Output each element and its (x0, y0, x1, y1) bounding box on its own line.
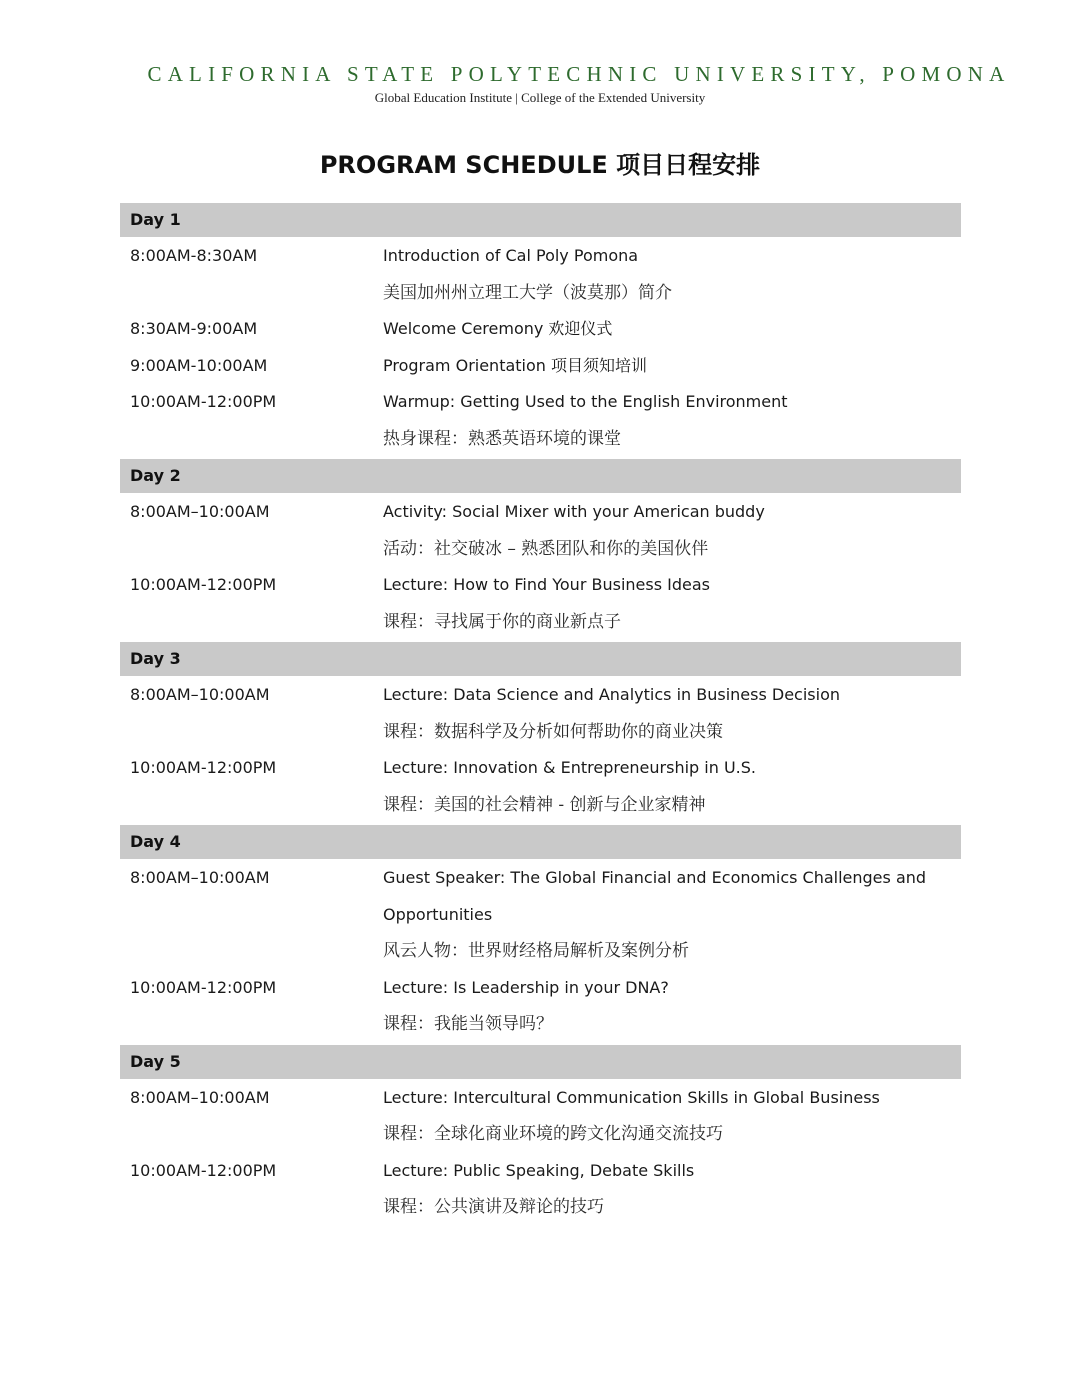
session-time: 8:00AM–10:00AM (130, 868, 270, 887)
day-sessions (120, 859, 961, 1045)
session-title: Lecture: Intercultural Communication Skills in Global Business (383, 1087, 880, 1107)
session-title: Lecture: Innovation & Entrepreneurship in U.S. (383, 758, 756, 777)
session-time: 10:00AM-12:00PM (130, 1160, 277, 1180)
session-time: 8:00AM–10:00AM (130, 502, 270, 521)
session-row (120, 677, 961, 750)
session-row (120, 860, 961, 970)
session-row (120, 348, 961, 385)
session-title-chinese: 课程：寻找属于你的商业新点子 (383, 611, 621, 632)
session-row (120, 1153, 961, 1226)
day-header: Day 2 (120, 459, 961, 493)
day-sessions (120, 676, 961, 825)
page-title: PROGRAM SCHEDULE 项目日程安排 (319, 151, 761, 179)
session-title: Lecture: Public Speaking, Debate Skills (383, 1160, 695, 1180)
day-header: Day 1 (120, 203, 961, 237)
session-description (383, 238, 961, 311)
letterhead (0, 62, 1080, 106)
day-header: Day 5 (120, 1045, 961, 1079)
session-title: Lecture: How to Find Your Business Ideas (383, 575, 710, 594)
session-time: 10:00AM-12:00PM (130, 977, 277, 997)
institute-subtitle: Global Education Institute | College of the Extended University (374, 90, 706, 105)
session-row (120, 1080, 961, 1153)
session-title-chinese: 课程：美国的社会精神 - 创新与企业家精神 (383, 794, 706, 815)
session-description (383, 750, 961, 823)
session-title: Warmup: Getting Used to the English Environment (383, 392, 788, 411)
session-title-chinese: 风云人物：世界财经格局解析及案例分析 (383, 941, 689, 961)
day-sessions (120, 237, 961, 459)
session-description (383, 677, 961, 750)
session-time: 10:00AM-12:00PM (130, 575, 277, 594)
session-title: Welcome Ceremony 欢迎仪式 (383, 319, 613, 338)
day-header: Day 4 (120, 825, 961, 859)
session-title: Introduction of Cal Poly Pomona (383, 246, 639, 265)
session-row (120, 567, 961, 640)
session-description (383, 860, 961, 970)
session-title: Guest Speaker: The Global Financial and Economics Challenges and (383, 868, 927, 887)
session-row (120, 750, 961, 823)
session-time: 10:00AM-12:00PM (130, 758, 277, 777)
university-name: CALIFORNIA STATE POLYTECHNIC UNIVERSITY, POMONA (147, 62, 1011, 86)
session-title-chinese: 课程：我能当领导吗？ (383, 1014, 553, 1034)
day-sessions (120, 493, 961, 642)
schedule-table (120, 203, 961, 1228)
session-row (120, 384, 961, 457)
session-title-chinese: 课程：公共演讲及辩论的技巧 (383, 1197, 604, 1217)
session-title: Program Orientation 项目须知培训 (383, 355, 648, 375)
session-description (383, 384, 961, 457)
session-title: Activity: Social Mixer with your American buddy (383, 502, 765, 521)
session-title-chinese: 活动：社交破冰 – 熟悉团队和你的美国伙伴 (383, 538, 709, 559)
session-title-chinese: 热身课程：熟悉英语环境的课堂 (383, 428, 621, 449)
session-description (383, 494, 961, 567)
session-time: 9:00AM-10:00AM (130, 355, 268, 375)
session-time: 10:00AM-12:00PM (130, 392, 277, 411)
session-time: 8:00AM–10:00AM (130, 1087, 270, 1107)
session-description (383, 970, 961, 1043)
session-row (120, 970, 961, 1043)
session-time: 8:00AM–10:00AM (130, 685, 270, 704)
session-description (383, 1080, 961, 1153)
session-description (383, 567, 961, 640)
session-title-chinese: 美国加州州立理工大学（波莫那）简介 (383, 282, 672, 303)
session-time: 8:30AM-9:00AM (130, 319, 258, 338)
session-title-chinese: 课程：全球化商业环境的跨文化沟通交流技巧 (383, 1124, 723, 1144)
session-row (120, 311, 961, 348)
session-title: Opportunities (383, 904, 493, 924)
session-row (120, 494, 961, 567)
session-description (383, 311, 961, 348)
day-header: Day 3 (120, 642, 961, 676)
session-time: 8:00AM-8:30AM (130, 246, 258, 265)
day-sessions (120, 1079, 961, 1228)
session-title-chinese: 课程：数据科学及分析如何帮助你的商业决策 (383, 721, 723, 742)
session-title: Lecture: Is Leadership in your DNA? (383, 977, 669, 997)
session-title: Lecture: Data Science and Analytics in Business Decision (383, 685, 840, 704)
session-description (383, 1153, 961, 1226)
session-row (120, 238, 961, 311)
session-description (383, 348, 961, 385)
